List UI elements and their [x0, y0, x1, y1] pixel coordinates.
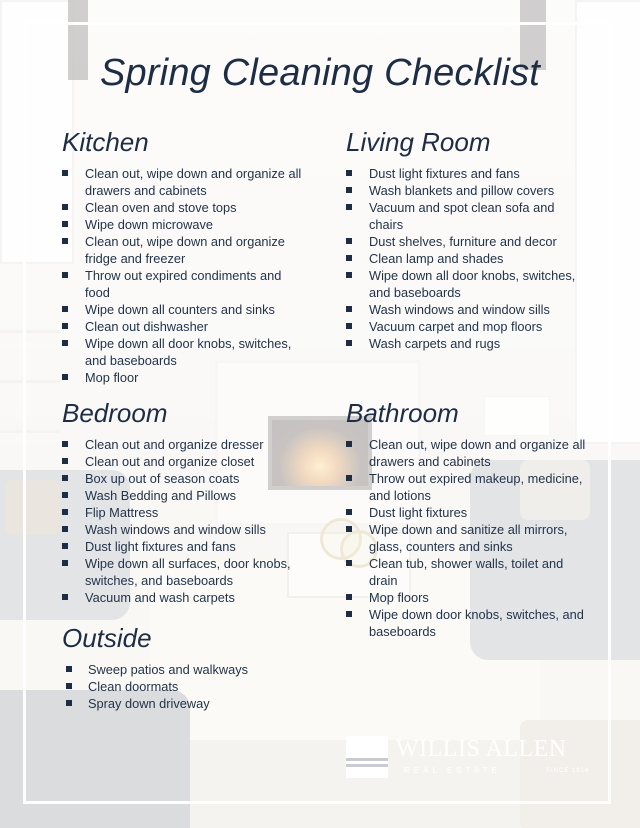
square-bullet-icon	[62, 526, 68, 532]
checklist-item: Wash windows and window sills	[62, 521, 312, 538]
section-heading: Kitchen	[62, 127, 149, 157]
checklist-item: Wipe down microwave	[62, 216, 308, 233]
square-bullet-icon	[62, 560, 68, 566]
square-bullet-icon	[62, 340, 68, 346]
square-bullet-icon	[66, 683, 72, 689]
square-bullet-icon	[62, 441, 68, 447]
checklist	[346, 436, 586, 640]
square-bullet-icon	[346, 204, 352, 210]
square-bullet-icon	[62, 170, 68, 176]
checklist-item: Wipe down all door knobs, switches, and baseboards	[346, 267, 586, 301]
square-bullet-icon	[346, 323, 352, 329]
checklist-item: Throw out expired makeup, medicine, and lotions	[346, 470, 586, 504]
square-bullet-icon	[346, 526, 352, 532]
square-bullet-icon	[346, 441, 352, 447]
checklist	[62, 661, 312, 712]
section-heading: Outside	[62, 623, 152, 653]
checklist-item: Wash carpets and rugs	[346, 335, 586, 352]
willis-allen-logo	[346, 736, 596, 780]
square-bullet-icon	[346, 560, 352, 566]
square-bullet-icon	[346, 170, 352, 176]
square-bullet-icon	[346, 611, 352, 617]
square-bullet-icon	[62, 272, 68, 278]
checklist-item: Throw out expired condiments and food	[62, 267, 308, 301]
checklist-item: Wash blankets and pillow covers	[346, 182, 586, 199]
checklist-item: Clean out and organize closet	[62, 453, 312, 470]
section-kitchen	[62, 127, 308, 386]
checklist-item: Clean oven and stove tops	[62, 199, 308, 216]
logo-since: SINCE 1914	[546, 768, 590, 774]
checklist-item: Dust light fixtures and fans	[62, 538, 312, 555]
square-bullet-icon	[66, 666, 72, 672]
square-bullet-icon	[62, 374, 68, 380]
checklist	[62, 436, 312, 606]
checklist-item: Vacuum carpet and mop floors	[346, 318, 586, 335]
logo-brand: WILLIS ALLEN	[396, 736, 567, 762]
checklist-item: Dust light fixtures	[346, 504, 586, 521]
checklist-item: Wash windows and window sills	[346, 301, 586, 318]
section-bathroom	[346, 398, 586, 640]
square-bullet-icon	[346, 475, 352, 481]
checklist-item: Clean out, wipe down and organize fridge and freezer	[62, 233, 308, 267]
checklist-item: Flip Mattress	[62, 504, 312, 521]
square-bullet-icon	[62, 594, 68, 600]
section-heading: Bathroom	[346, 398, 459, 428]
checklist-item: Clean doormats	[62, 678, 312, 695]
square-bullet-icon	[346, 238, 352, 244]
square-bullet-icon	[62, 543, 68, 549]
square-bullet-icon	[346, 509, 352, 515]
section-heading: Bedroom	[62, 398, 168, 428]
square-bullet-icon	[62, 306, 68, 312]
checklist-item: Clean out and organize dresser	[62, 436, 312, 453]
square-bullet-icon	[62, 509, 68, 515]
section-heading: Living Room	[346, 127, 491, 157]
section-bedroom	[62, 398, 312, 606]
square-bullet-icon	[62, 323, 68, 329]
checklist-item: Wipe down all door knobs, switches, and baseboards	[62, 335, 308, 369]
logo-mark-icon	[346, 736, 388, 778]
checklist-item: Sweep patios and walkways	[62, 661, 312, 678]
section-living-room	[346, 127, 586, 352]
checklist-item: Wipe down all counters and sinks	[62, 301, 308, 318]
checklist-item: Clean out dishwasher	[62, 318, 308, 335]
square-bullet-icon	[62, 204, 68, 210]
square-bullet-icon	[346, 272, 352, 278]
checklist-item: Wipe down all surfaces, door knobs, switches, and baseboards	[62, 555, 312, 589]
square-bullet-icon	[62, 492, 68, 498]
checklist-item: Clean tub, shower walls, toilet and drain	[346, 555, 586, 589]
logo-subtitle: REAL ESTATE	[404, 766, 501, 775]
section-outside	[62, 623, 312, 712]
checklist-item: Mop floors	[346, 589, 586, 606]
checklist-item: Clean out, wipe down and organize all drawers and cabinets	[62, 165, 308, 199]
checklist-item: Dust light fixtures and fans	[346, 165, 586, 182]
checklist	[346, 165, 586, 352]
checklist-item: Wipe down and sanitize all mirrors, glass, counters and sinks	[346, 521, 586, 555]
square-bullet-icon	[346, 255, 352, 261]
checklist-item: Clean lamp and shades	[346, 250, 586, 267]
square-bullet-icon	[62, 238, 68, 244]
checklist-item: Mop floor	[62, 369, 308, 386]
square-bullet-icon	[346, 594, 352, 600]
square-bullet-icon	[66, 700, 72, 706]
checklist-item: Clean out, wipe down and organize all drawers and cabinets	[346, 436, 586, 470]
checklist-item: Wash Bedding and Pillows	[62, 487, 312, 504]
checklist-item: Vacuum and wash carpets	[62, 589, 312, 606]
checklist-item: Vacuum and spot clean sofa and chairs	[346, 199, 586, 233]
square-bullet-icon	[62, 221, 68, 227]
square-bullet-icon	[346, 340, 352, 346]
square-bullet-icon	[346, 306, 352, 312]
page-title: Spring Cleaning Checklist	[99, 52, 541, 94]
square-bullet-icon	[346, 187, 352, 193]
checklist-item: Wipe down door knobs, switches, and baseboards	[346, 606, 586, 640]
square-bullet-icon	[62, 458, 68, 464]
checklist-item: Box up out of season coats	[62, 470, 312, 487]
checklist-item: Spray down driveway	[62, 695, 312, 712]
checklist-item: Dust shelves, furniture and decor	[346, 233, 586, 250]
checklist	[62, 165, 308, 386]
square-bullet-icon	[62, 475, 68, 481]
